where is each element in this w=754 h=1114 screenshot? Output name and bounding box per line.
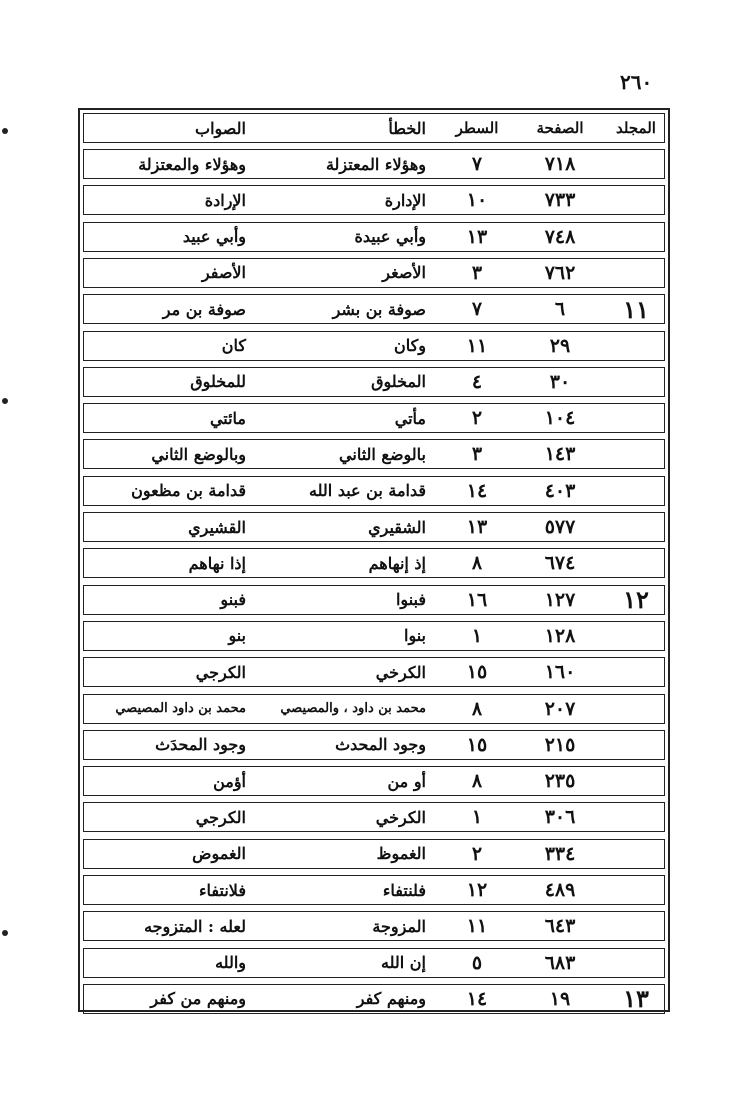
table-row [83,802,665,832]
cell-volume [608,876,664,904]
cell-page: ٦٧٤ [544,552,576,575]
header-page: الصفحة [536,119,584,137]
cell-right: فبنو [220,590,246,610]
cell-right: محمد بن داود المصيصي [115,701,246,716]
table-row [83,766,665,796]
cell-wrong: وأبي عبيدة [354,227,426,247]
cell-wrong: الغموظ [376,844,426,864]
cell-page: ٣٠ [549,370,571,393]
cell-wrong: وجود المحدث [335,735,426,755]
table-row [83,948,665,978]
cell-line: ٧ [471,153,483,175]
table-row [83,294,665,324]
cell-wrong: إذ إنهاهم [368,553,426,573]
cell-volume: ١٣ [623,984,649,1013]
cell-line: ١٢ [466,879,488,901]
cell-volume [608,695,664,723]
cell-page: ٧٦٢ [544,261,576,284]
cell-line: ٢ [471,407,483,430]
cell-volume [608,223,664,251]
cell-right: إذا نهاهم [188,553,246,573]
table-row [83,548,665,578]
cell-line: ١٠ [466,189,488,212]
cell-wrong: محمد بن داود ، والمصيصي [280,701,426,716]
page-number: ٢٦٠ [620,70,653,94]
cell-line: ١٣ [466,225,488,248]
cell-line: ٣ [471,443,483,466]
cell-volume [608,186,664,214]
table-row [83,875,665,905]
table-row [83,185,665,215]
cell-wrong: أو من [387,771,426,791]
cell-right: وأبي عبيد [182,227,246,247]
cell-wrong: إن الله [381,953,426,973]
cell-line: ٤ [471,370,483,393]
cell-line: ١٥ [466,733,488,756]
cell-line: ١١ [466,334,488,357]
cell-page: ٥٧٧ [544,516,576,538]
cell-page: ٢١٥ [544,733,576,756]
cell-right: للمخلوق [190,372,246,392]
cell-right: وهؤلاء والمعتزلة [138,154,246,174]
cell-page: ١٠٤ [544,407,576,430]
cell-right: قدامة بن مظعون [131,481,246,501]
cell-page: ٤٨٩ [544,879,576,901]
header-right: الصواب [195,118,246,138]
cell-volume: ١٢ [623,585,649,614]
cell-wrong: بنوا [404,626,426,646]
cell-wrong: الشقيري [368,517,426,537]
table-row [83,403,665,433]
cell-line: ١٣ [466,516,488,538]
cell-page: ٧٤٨ [544,225,576,248]
cell-volume [608,513,664,541]
cell-volume [608,440,664,468]
table-row [83,149,665,179]
header-volume: المجلد [616,119,656,137]
table-row [83,694,665,724]
cell-right: فلانتفاء [199,880,246,900]
cell-volume [608,150,664,178]
cell-right: صوفة بن مر [162,299,246,319]
cell-right: الكرجي [195,662,246,682]
cell-volume [608,368,664,396]
table-row [83,621,665,651]
cell-line: ٧ [471,298,483,321]
cell-page: ١٢٨ [544,624,576,647]
cell-wrong: المخلوق [371,372,426,392]
margin-dot-top [2,128,8,134]
cell-line: ١٦ [466,588,488,611]
cell-wrong: صوفة بن بشر [332,299,426,319]
cell-line: ١٤ [466,987,488,1010]
table-row [83,476,665,506]
table-row [83,911,665,941]
cell-page: ٢٠٧ [544,697,576,720]
cell-wrong: وهؤلاء المعتزلة [325,154,426,174]
cell-line: ١٤ [466,479,488,502]
cell-wrong: وكان [394,336,426,355]
cell-volume [608,477,664,505]
cell-wrong: المزوجة [372,916,426,936]
cell-volume [608,912,664,940]
table-row [83,367,665,397]
table-row [83,222,665,252]
cell-line: ١١ [466,915,488,938]
cell-line: ٥ [471,951,483,974]
cell-line: ٨ [471,697,483,720]
cell-volume [608,767,664,795]
cell-volume [608,949,664,977]
cell-right: الأصفر [201,263,246,283]
table-row [83,657,665,687]
cell-page: ٣٣٤ [544,842,576,865]
table-row [83,585,665,615]
errata-table [78,108,670,1012]
cell-volume [608,840,664,868]
cell-line: ٨ [471,552,483,575]
cell-volume [608,803,664,831]
cell-line: ١ [471,624,483,647]
cell-page: ٧٣٣ [544,189,576,212]
cell-line: ٣ [471,261,483,284]
cell-right: لعله : المتزوجه [144,916,246,936]
cell-right: ومنهم من كفر [150,989,246,1009]
cell-right: وجود المحدَث [155,735,246,755]
header-wrong: الخطأ [388,118,426,138]
cell-wrong: الكرخي [375,662,426,682]
cell-line: ١ [471,806,483,829]
cell-line: ٨ [471,770,483,793]
cell-volume [608,658,664,686]
cell-page: ٦٤٣ [544,915,576,938]
cell-right: مائتي [209,408,246,428]
table-row [83,730,665,760]
cell-right: الكرجي [195,807,246,827]
cell-page: ١٩ [549,987,571,1010]
cell-wrong: الإدارة [384,190,426,210]
cell-volume [608,332,664,360]
margin-dot-bottom [2,930,8,936]
table-row [83,331,665,361]
cell-right: وبالوضع الثاني [151,444,246,464]
table-row [83,839,665,869]
cell-right: الإرادة [204,190,246,210]
cell-right: أؤمن [213,771,246,791]
cell-right: والله [215,953,246,973]
header-line: السطر [455,119,499,137]
cell-wrong: ومنهم كفر [356,989,426,1009]
table-row [83,512,665,542]
cell-page: ٤٠٣ [544,479,576,502]
cell-page: ١٤٣ [544,443,576,466]
cell-volume [608,622,664,650]
cell-wrong: فلنتفاء [382,880,426,900]
cell-line: ٢ [471,842,483,865]
cell-right: بنو [228,626,246,646]
cell-page: ٢٣٥ [544,770,576,793]
cell-line: ١٥ [466,661,488,684]
cell-wrong: فبنوا [395,590,426,610]
cell-wrong: بالوضع الثاني [339,444,426,464]
cell-volume [608,731,664,759]
cell-wrong: قدامة بن عبد الله [309,481,426,501]
cell-page: ٧١٨ [544,153,576,175]
cell-volume [608,404,664,432]
cell-page: ١٢٧ [544,588,576,611]
table-row [83,984,665,1014]
table-header-row [83,113,665,143]
cell-right: القشيري [188,517,246,537]
cell-right: الغموض [192,844,246,864]
cell-wrong: مأتي [394,408,426,428]
cell-page: ٦ [554,298,566,321]
table-row [83,258,665,288]
cell-volume [608,259,664,287]
cell-volume: ١١ [623,295,649,324]
cell-page: ٣٠٦ [544,806,576,829]
cell-page: ٢٩ [549,334,571,357]
cell-right: كان [221,336,246,355]
cell-wrong: الأصغر [382,263,426,283]
cell-wrong: الكرخي [375,807,426,827]
margin-dot-middle [2,398,8,404]
cell-page: ١٦٠ [544,661,576,684]
cell-page: ٦٨٣ [544,951,576,974]
cell-volume [608,549,664,577]
table-row [83,439,665,469]
